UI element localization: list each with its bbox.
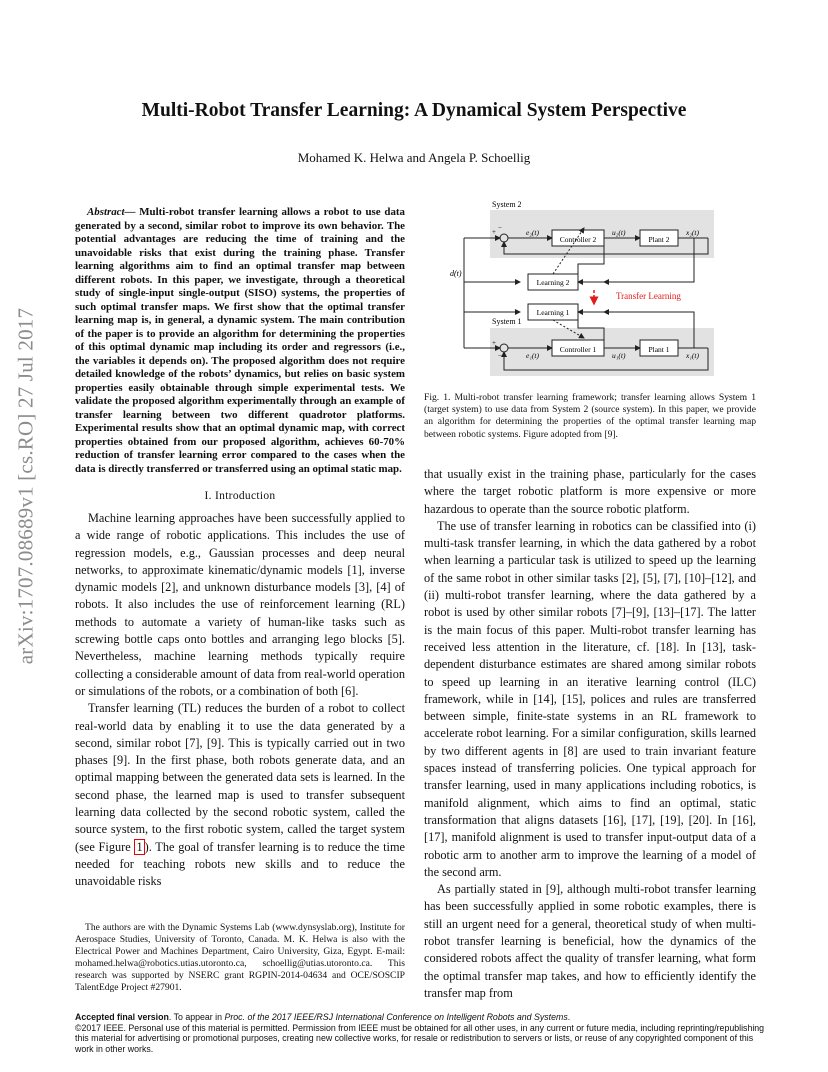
paper-title: Multi-Robot Transfer Learning: A Dynamical System Perspective [141, 100, 687, 121]
system-2-label: System 2 [492, 200, 522, 209]
sum-2-plus: + [492, 228, 496, 236]
e1-label: e₁(t) [526, 351, 540, 360]
x2-label: x₂(t) [686, 228, 700, 237]
controller-2-label: Controller 2 [559, 235, 597, 244]
acceptance-label: Accepted final version [75, 1012, 169, 1022]
learning-2-label: Learning 2 [536, 278, 570, 287]
transfer-learning-diagram [424, 198, 756, 388]
arxiv-stamp-text: arXiv:1707.08689v1 [cs.RO] 27 Jul 2017 [13, 307, 38, 665]
intro-paragraph-2-continued: that usually exist in the training phase, particularly for the cases where the target robotic platform is more expensive or more hazardous to operate than the source robotic platform. [424, 467, 756, 516]
acceptance-line [75, 1012, 765, 1023]
abstract-label: Abstract [87, 206, 125, 218]
copyright-text: ©2017 IEEE. Personal use of this material is permitted. Permission from IEEE must be obtained for all other uses, in any current or future media, including reprinting/republishing this material for advertising or promotional purposes, creating new collective works, for resale or redistribution to servers or lists, or reuse of any copyrighted component of this work in other works. [75, 1022, 765, 1054]
u2-label: u₂(t) [612, 228, 626, 237]
figure-1 [424, 198, 756, 441]
figure-reference-link[interactable]: 1 [136, 839, 143, 854]
e2-label: e₂(t) [526, 228, 540, 237]
intro-paragraph-1: Machine learning approaches have been successfully applied to a wide range of robotic applications. This includes the use of regression models, e.g., Gaussian processes and deep neural networks, to approximate kinematic/dynamic models [1], inverse dynamic models [2], and unknown disturbance models [3], [4] of robots. It also includes the use of reinforcement learning (RL) methods to automate a variety of human-like tasks such as screwing bottle caps onto bottles and arranging lego blocks [5]. Nevertheless, machine learning methods typically require collecting a considerable amount of data from real-world operation or simulations of the robots, or a combination of both [6]. [75, 511, 405, 698]
sum-2-minus: − [498, 224, 502, 232]
plant-1-label: Plant 1 [648, 345, 670, 354]
plant-2-label: Plant 2 [648, 235, 670, 244]
author-footnote: The authors are with the Dynamic Systems Lab (www.dynsyslab.org), Institute for Aerospace Studies, University of Toronto, Canada. M. K. Helwa is also with the Electrical Power and Machines Department, Cairo University, Giza, Egypt. E-mail: mohamed.helwa@robotics.utias.utoronto.ca, schoellig@utias.utoronto.ca. This research was supported by NSERC grant RGPIN-2014-04634 and OCE/SOSCIP TalentEdge Project #27901. [75, 922, 405, 993]
controller-1-label: Controller 1 [559, 345, 597, 354]
learning-1-label: Learning 1 [536, 308, 570, 317]
transfer-learning-label: Transfer Learning [616, 291, 681, 301]
abstract: Abstract— Multi-robot transfer learning allows a robot to use data generated by a second, similar robot to improve its own behavior. The potential advantages are reducing the time of training and the unavoidable risks that exist during the training phase. Transfer learning algorithms aim to find an optimal transfer map between different robots. In this paper, we investigate, through a theoretical study of single-input single-output (SISO) systems, the properties of such optimal transfer maps. We first show that the optimal transfer learning map is, in general, a dynamic system. The main contribution of the paper is to provide an algorithm for determining the properties of this optimal dynamic map including its order and regressors (i.e., the variables it depends on). The proposed algorithm does not require detailed knowledge of the robots’ dynamics, but relies on basic system properties easily obtainable through simple experimental tests. We validate the proposed algorithm experimentally through an example of transfer learning between two different quadrotor platforms. Experimental results show that an optimal dynamic map, with correct properties obtained from our proposed algorithm, achieves 60-70% reduction of transfer learning error compared to the cases when the data is directly transferred or transferred using an optimal static map. [75, 206, 405, 475]
copyright-notice [75, 1012, 765, 1054]
sum-1-plus: + [492, 339, 496, 347]
intro-paragraph-2-text: Transfer learning (TL) reduces the burden of a robot to collect real-world data by enabling it to use the data generated by a second, similar robot [7], [9]. This is typically carried out in two phases [9]. In the first phase, both robots generate data, and an optimal mapping between the generated data sets is learned. In the second phase, the learned map is used to transfer subsequent learning data collected by the second robotic system, called the source system, to the first robotic system, called the target system (see Figure [75, 701, 405, 854]
arxiv-stamp [6, 296, 46, 676]
left-column [75, 206, 405, 891]
intro-paragraph-3: The use of transfer learning in robotics can be classified into (i) multi-task transfer learning, in which the data gathered by a robot when learning a particular task is utilized to speed up the learning of the same robot in other similar tasks [2], [5], [7], [10]–[12], and (ii) multi-robot transfer learning, where the data gathered by a robot is used by other similar robots [7]–[9], [13]–[17]. The latter is the main focus of this paper. Multi-robot transfer learning has received less attention in the literature, cf. [18]. In [13], task-dependent disturbance estimates are shared among similar robots to speed up learning in an iterative learning control (ILC) framework, while in [14], [15], polices and rules are transferred between simple, finite-state systems in an RL framework to accelerate robot learning. For a similar configuration, skills learned by two different agents in [8] are used to train invariant feature spaces instead of transferring policies. One typical approach for transfer learning, used in many applications including robotics, is manifold alignment, which aims to find an optimal, static transformation that aligns datasets [16], [17], [19], [20]. In [16], [17], manifold alignment is used to transfer input-output data of a robotic arm to another arm to improve the learning of a model of the second arm. [424, 518, 756, 879]
venue-text: Proc. of the 2017 IEEE/RSJ International Conference on Intelligent Robots and Systems [224, 1012, 568, 1022]
disturbance-label: d(t) [450, 269, 462, 278]
u1-label: u₁(t) [612, 351, 626, 360]
x1-label: x₁(t) [686, 351, 700, 360]
system-1-label: System 1 [492, 317, 522, 326]
intro-paragraph-4: As partially stated in [9], although multi-robot transfer learning has been successfully applied in some robotic examples, there is still an urgent need for a general, theoretical study of when multi-robot transfer learning is beneficial, how the dynamics of the considered robots affect the quality of transfer learning, what form the optimal transfer map takes, and how to efficiently identify the transfer map from [424, 882, 756, 1000]
figure-caption: Fig. 1. Multi-robot transfer learning framework; transfer learning allows System 1 (target system) to use data from System 2 (source system). In this paper, we provide an algorithm for determining the properties of the optimal transfer learning map between robotic systems. Figure adopted from [9]. [424, 392, 756, 440]
acceptance-end: . [567, 1012, 571, 1022]
right-column [424, 466, 756, 1002]
abstract-text: Multi-robot transfer learning allows a robot to use data generated by a second, similar robot to improve its own behavior. The potential advantages are reducing the time of training and the unavoidable risks that exist during the training phase. Transfer learning algorithms aim to find an optimal transfer map between different robots. In this paper, we investigate, through a theoretical study of single-input single-output (SISO) systems, the properties of such optimal transfer maps. We first show that the optimal transfer learning map is, in general, a dynamic system. The main contribution of the paper is to provide an algorithm for determining the properties of this optimal dynamic map including its order and regressors (i.e., the variables it depends on). The proposed algorithm does not require detailed knowledge of the robots’ dynamics, but relies on basic system properties easily obtainable through simple experimental tests. We validate the proposed algorithm experimentally through an example of transfer learning between two different quadrotor platforms. Experimental results show that an optimal dynamic map, with correct properties obtained from our proposed algorithm, achieves 60-70% reduction of transfer learning error compared to the cases when the data is directly transferred or transferred using an optimal static map. [75, 206, 405, 475]
sum-1-minus: − [498, 352, 502, 360]
intro-paragraph-2-tail: ). The goal of transfer learning is to reduce the time needed for teaching robots new skills and to reduce the unavoidable risks [75, 839, 405, 889]
section-heading-introduction: I. Introduction [204, 490, 276, 502]
author-list: Mohamed K. Helwa and Angela P. Schoellig [297, 150, 531, 165]
intro-paragraph-2 [75, 700, 405, 890]
acceptance-text: . To appear in [168, 1012, 225, 1022]
